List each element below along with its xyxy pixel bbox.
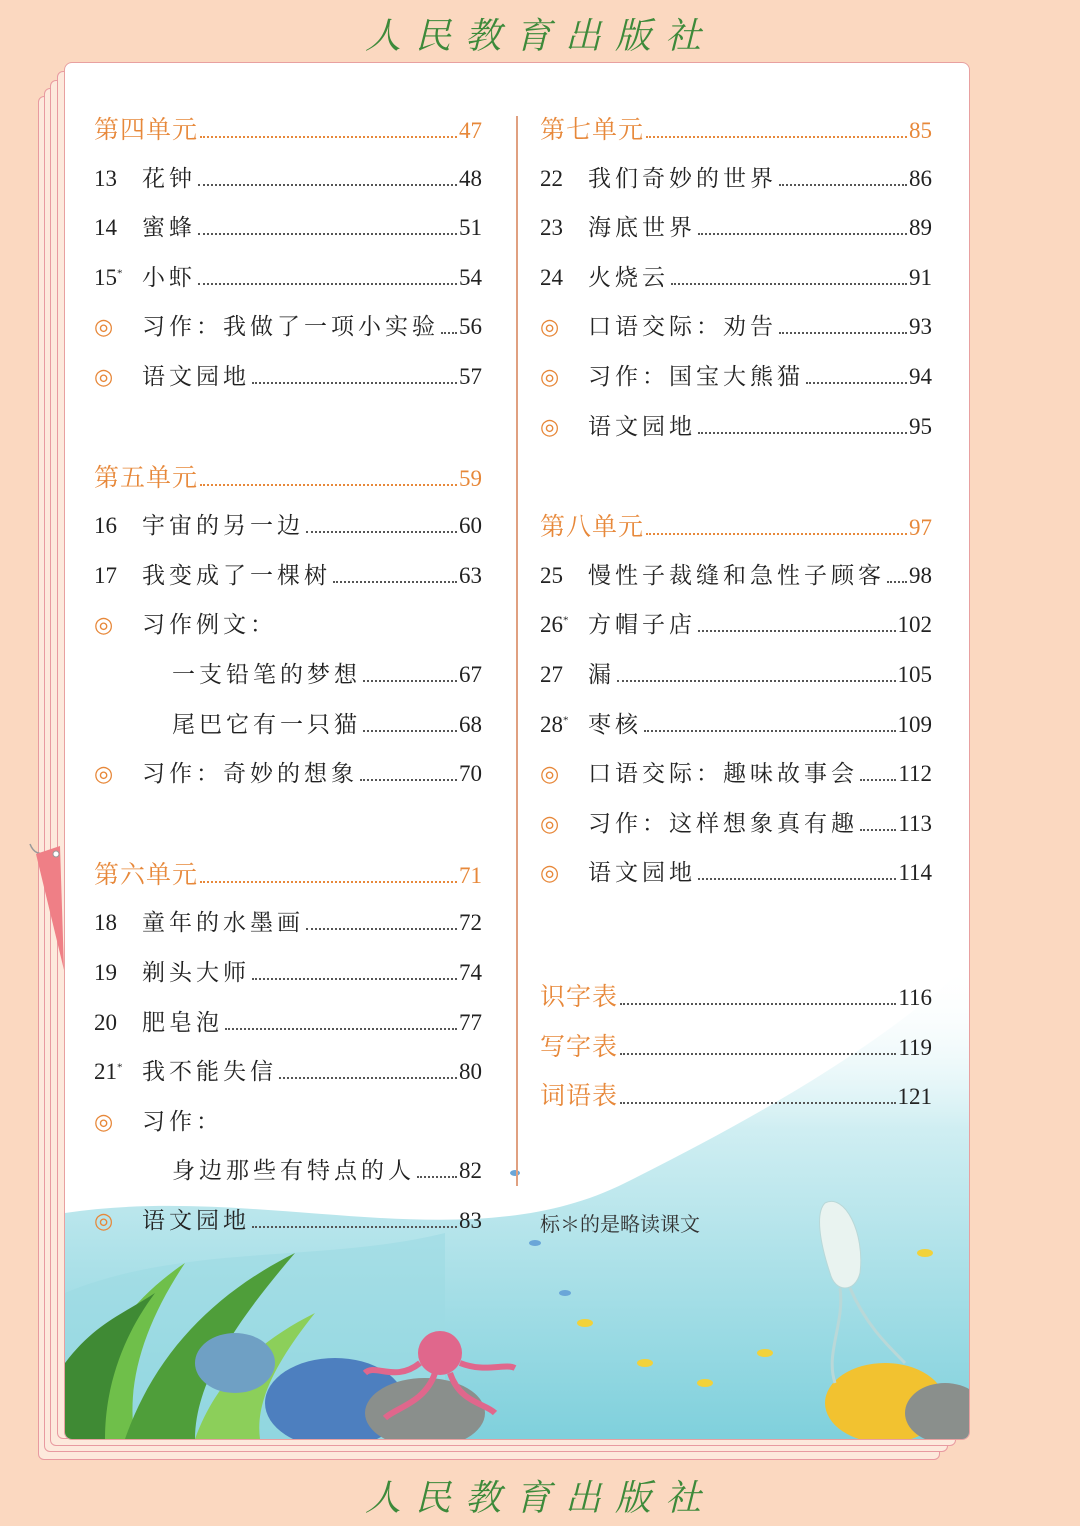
- toc-entry[interactable]: ◎ 习作：国宝大熊猫 94: [540, 363, 932, 390]
- toc-entry[interactable]: 一支铅笔的梦想 67: [172, 661, 482, 688]
- toc-appendix-entry[interactable]: 识字表 116: [540, 981, 932, 1011]
- toc-entry[interactable]: 27 漏 105: [540, 661, 932, 688]
- column-divider: [516, 116, 518, 1186]
- toc-entry[interactable]: 22 我们奇妙的世界 86: [540, 165, 932, 192]
- toc-unit-heading[interactable]: 第七单元 85: [540, 115, 932, 144]
- toc-entry[interactable]: 身边那些有特点的人 82: [172, 1158, 482, 1185]
- toc-right-column: [540, 110, 932, 1126]
- toc-entry[interactable]: 25 慢性子裁缝和急性子顾客 98: [540, 562, 932, 589]
- toc-unit-heading[interactable]: 第四单元 47: [94, 115, 482, 144]
- toc-entry[interactable]: 17 我变成了一棵树 63: [94, 562, 482, 589]
- toc-entry[interactable]: 23 海底世界 89: [540, 215, 932, 242]
- toc-entry[interactable]: ◎ 语文园地 114: [540, 860, 932, 887]
- toc-entry[interactable]: 14 蜜蜂 51: [94, 215, 482, 242]
- toc-entry[interactable]: 20 肥皂泡 77: [94, 1009, 482, 1036]
- toc-entry: ◎ 习作：: [94, 1108, 223, 1135]
- toc-entry[interactable]: ◎ 口语交际：趣味故事会 112: [540, 761, 932, 788]
- toc-entry[interactable]: 尾巴它有一只猫 68: [172, 711, 482, 738]
- publisher-footer: 人民教育出版社: [364, 1478, 715, 1519]
- toc-entry: ◎ 习作例文：: [94, 612, 277, 639]
- toc-entry[interactable]: 16 宇宙的另一边 60: [94, 513, 482, 540]
- toc-appendix-entry[interactable]: 写字表 119: [540, 1031, 932, 1061]
- toc-appendix-entry[interactable]: 词语表 121: [540, 1081, 932, 1111]
- publisher-header: 人民教育出版社: [364, 16, 715, 57]
- bookmark-tag-icon: [26, 840, 76, 980]
- toc-entry[interactable]: 24 火烧云 91: [540, 264, 932, 291]
- toc-entry[interactable]: ◎ 习作：奇妙的想象 70: [94, 761, 482, 788]
- toc-entry[interactable]: ◎ 口语交际：劝告 93: [540, 314, 932, 341]
- toc-unit-heading[interactable]: 第五单元 59: [94, 462, 482, 492]
- toc-entry[interactable]: 21* 我不能失信 80: [94, 1059, 482, 1086]
- toc-entry[interactable]: 28* 枣核 109: [540, 711, 932, 738]
- toc-entry[interactable]: ◎ 语文园地 57: [94, 363, 482, 390]
- toc-entry[interactable]: ◎ 习作：这样想象真有趣 113: [540, 810, 932, 837]
- toc-entry[interactable]: ◎ 习作：我做了一项小实验 56: [94, 314, 482, 341]
- toc-entry[interactable]: ◎ 语文园地 83: [94, 1207, 482, 1234]
- toc-entry[interactable]: 19 剃头大师 74: [94, 959, 482, 986]
- toc-left-column: [94, 110, 482, 1251]
- toc-entry[interactable]: 26* 方帽子店 102: [540, 612, 932, 639]
- toc-entry[interactable]: 15* 小虾 54: [94, 264, 482, 291]
- toc-entry[interactable]: ◎ 语文园地 95: [540, 413, 932, 440]
- toc-unit-heading[interactable]: 第八单元 97: [540, 512, 932, 542]
- toc-entry[interactable]: 13 花钟 48: [94, 165, 482, 192]
- toc-entry[interactable]: 18 童年的水墨画 72: [94, 910, 482, 937]
- footnote: 标＊的是略读课文: [540, 1212, 700, 1236]
- toc-unit-heading[interactable]: 第六单元 71: [94, 859, 482, 889]
